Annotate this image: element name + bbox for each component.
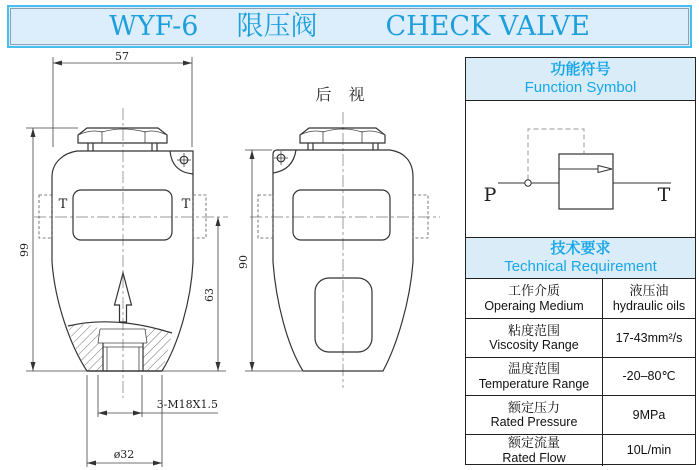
port-left — [39, 195, 52, 238]
dim-width: 57 — [115, 50, 129, 63]
product-name-en: CHECK VALVE — [385, 11, 590, 42]
valve-symbol-box — [559, 154, 613, 209]
hatch-right — [143, 329, 172, 372]
port-right-rear — [413, 195, 428, 238]
front-view — [34, 108, 228, 398]
technical-requirement-header — [466, 237, 695, 279]
port-right — [193, 195, 206, 238]
front-view-dimensions — [18, 50, 226, 467]
spec-table — [466, 279, 695, 464]
spec-label-en: Temperature Range — [478, 376, 590, 391]
spec-row-viscosity — [466, 318, 695, 357]
spec-row-temperature — [466, 357, 695, 395]
port-label-right: T — [181, 197, 191, 212]
rear-view-label: 后 视 — [315, 85, 371, 104]
spec-value: 17-43mm²/s — [615, 330, 683, 345]
hydraulic-symbol — [466, 101, 694, 237]
spec-value: 10L/min — [626, 442, 672, 457]
dim-thread: 3-M18X1.5 — [156, 398, 218, 411]
spec-label-en: Operaing Medium — [484, 298, 584, 313]
spec-label-en: Viscosity Range — [489, 338, 579, 353]
dim-height-front: 99 — [18, 243, 31, 257]
spec-value-en: hydraulic oils — [612, 298, 686, 313]
dim-bottom-dia: ø32 — [113, 448, 135, 461]
rear-view-dimensions — [237, 150, 302, 371]
product-name-cn: 限压阀 — [236, 11, 318, 42]
pilot-junction — [525, 180, 531, 186]
technical-title-cn: 技术要求 — [550, 239, 611, 257]
function-symbol-title-en: Function Symbol — [524, 79, 637, 97]
spec-label-cn: 额定压力 — [507, 399, 560, 415]
spec-row-operating-medium — [466, 279, 695, 318]
hatch-left — [68, 324, 103, 371]
spec-label-en: Rated Flow — [502, 450, 566, 465]
dim-height-rear: 90 — [237, 255, 250, 269]
rear-view — [250, 85, 440, 388]
body-window-rear — [293, 190, 390, 240]
function-symbol-header — [466, 58, 695, 101]
lower-cutout — [315, 278, 372, 352]
body-window — [73, 190, 172, 240]
symbol-port-p: P — [483, 184, 497, 206]
model-code: WYF-6 — [109, 11, 199, 42]
symbol-port-t: T — [657, 184, 671, 206]
spec-value: -20–80℃ — [622, 369, 676, 383]
side-panel — [465, 57, 696, 465]
technical-title-en: Technical Requirement — [504, 258, 657, 276]
port-label-left: T — [58, 197, 68, 212]
spec-label-en: Rated Pressure — [490, 415, 578, 430]
spec-label-cn: 额定流量 — [507, 435, 560, 450]
spec-label-cn: 粘度范围 — [507, 322, 560, 338]
dim-height-lower: 63 — [203, 288, 216, 302]
spec-row-rated-pressure — [466, 395, 695, 434]
port-left-rear — [258, 195, 273, 238]
function-symbol-diagram — [466, 101, 695, 237]
spec-value: 9MPa — [632, 407, 666, 422]
spec-row-rated-flow — [466, 434, 695, 466]
spec-label-cn: 温度范围 — [507, 361, 560, 377]
function-symbol-title-cn: 功能符号 — [550, 60, 611, 78]
spec-label-cn: 工作介质 — [507, 283, 560, 299]
spec-value-cn: 液压油 — [629, 283, 669, 299]
